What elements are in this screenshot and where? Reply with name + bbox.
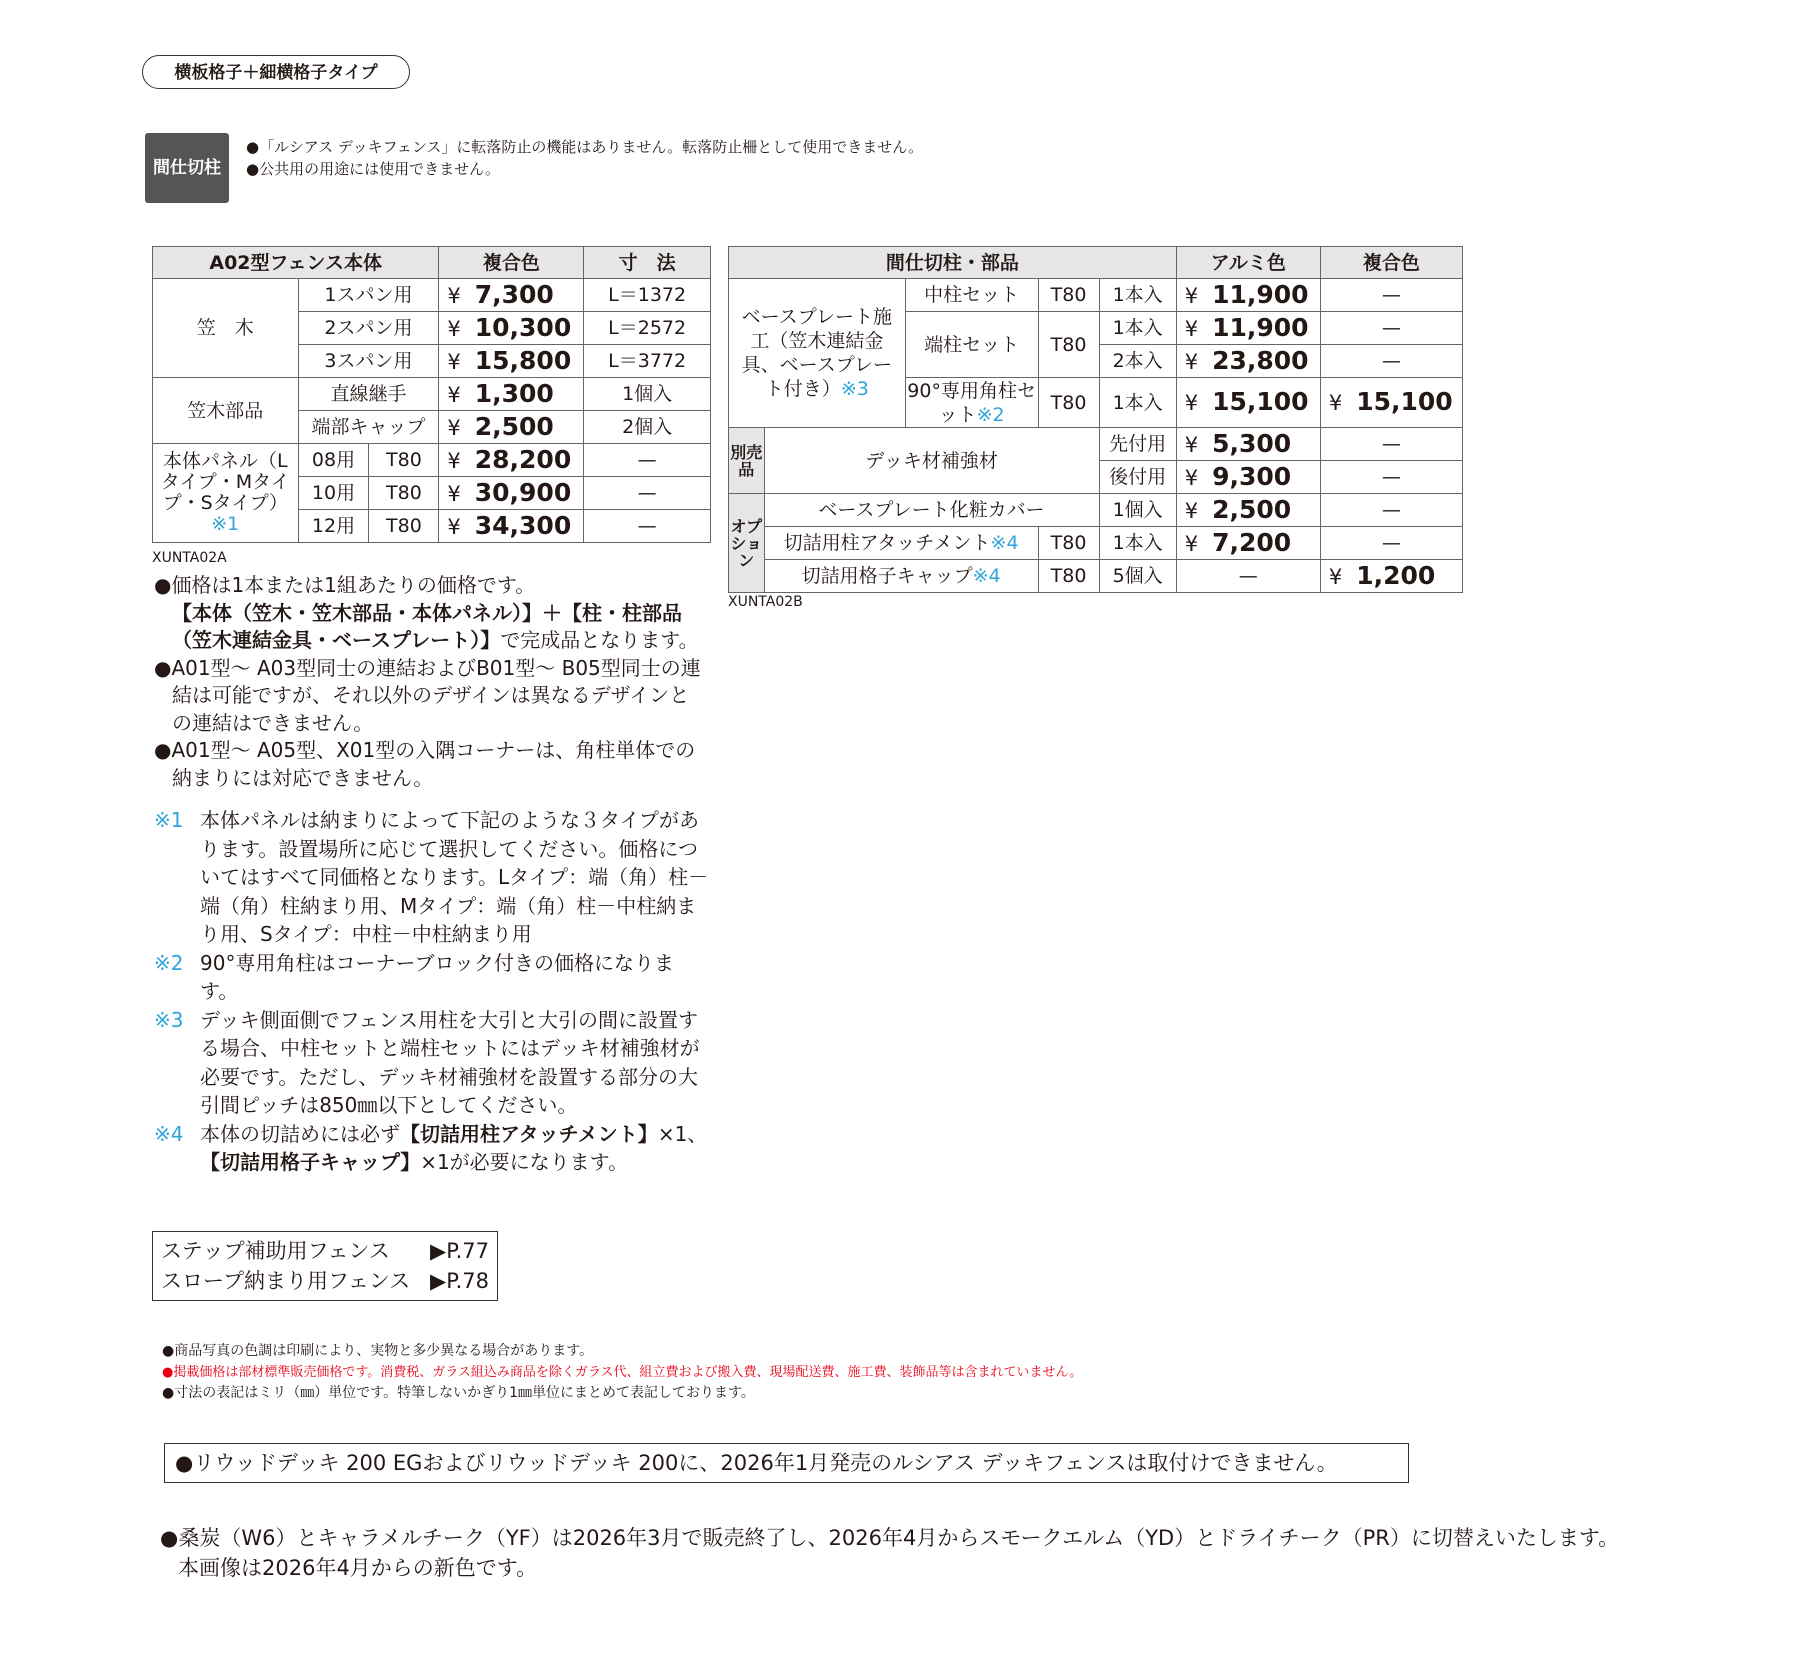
- qty-cell: 2本入: [1099, 345, 1176, 378]
- item-cell: 3スパン用: [298, 345, 439, 378]
- price-cell: ¥ 10,300: [439, 312, 584, 345]
- price-cell: —: [1320, 279, 1462, 312]
- item-cell: デッキ材補強材: [764, 428, 1099, 494]
- code-cell: T80: [1038, 560, 1099, 593]
- item-cell: 切詰用柱アタッチメント※4: [764, 527, 1038, 560]
- page-reference[interactable]: ステップ補助用フェンス ▶P.77: [161, 1239, 489, 1263]
- note: ●A01型～ A05型、X01型の入隅コーナーは、角柱単体での納まりには対応できません。: [154, 738, 696, 790]
- qty-cell: 1本入: [1099, 378, 1176, 428]
- item-cell: 08用: [298, 444, 369, 477]
- code-cell: T80: [1038, 279, 1099, 312]
- post-parts-price-table: [728, 246, 1463, 593]
- price-cell: ¥ 11,900: [1176, 279, 1320, 312]
- type-label: 横板格子＋細横格子タイプ: [142, 55, 410, 89]
- price-cell: —: [1320, 527, 1462, 560]
- item-cell: 10用: [298, 477, 369, 510]
- disclaimer: ●商品写真の色調は印刷により、実物と多少異なる場合があります。: [162, 1343, 594, 1359]
- table-header: アルミ色: [1176, 247, 1320, 279]
- code-cell: T80: [1038, 312, 1099, 378]
- price-cell: —: [1320, 461, 1462, 494]
- row-label: 笠木部品: [153, 378, 299, 444]
- code-cell: T80: [369, 510, 439, 543]
- table-header: 複合色: [439, 247, 584, 279]
- table-header: 間仕切柱・部品: [729, 247, 1177, 279]
- price-cell: ¥ 34,300: [439, 510, 584, 543]
- notes: [154, 572, 709, 792]
- option-label: オプション: [729, 494, 765, 593]
- row-label: 本体パネル（Lタイプ・Mタイプ・Sタイプ）※1: [153, 444, 299, 543]
- row-label: 笠 木: [153, 279, 299, 378]
- qty-cell: 1本入: [1099, 279, 1176, 312]
- item-cell: 中柱セット: [905, 279, 1038, 312]
- item-cell: 直線継手: [298, 378, 439, 411]
- item-cell: 切詰用格子キャップ※4: [764, 560, 1038, 593]
- price-cell: ¥ 11,900: [1176, 312, 1320, 345]
- item-cell: 端柱セット: [905, 312, 1038, 378]
- qty-cell: 5個入: [1099, 560, 1176, 593]
- price-cell: —: [1320, 312, 1462, 345]
- price-cell: ¥ 1,200: [1320, 560, 1462, 593]
- top-notes: [246, 136, 923, 180]
- footnotes: [154, 806, 709, 1177]
- disclaimers: [162, 1341, 1082, 1404]
- price-cell: ¥ 7,200: [1176, 527, 1320, 560]
- note-line: ●桑炭（W6）とキャラメルチーク（YF）は2026年3月で販売終了し、2026年4月からスモークエルム（YD）とドライチーク（PR）に切替えいたします。: [160, 1526, 1620, 1550]
- size-cell: L＝1372: [584, 279, 711, 312]
- table-code: XUNTA02B: [728, 594, 803, 610]
- price-cell: ¥ 15,100: [1176, 378, 1320, 428]
- code-cell: T80: [1038, 527, 1099, 560]
- code-cell: T80: [1038, 378, 1099, 428]
- note: 【本体（笠木・笠木部品・本体パネル）】＋【柱・柱部品（笠木連結金具・ベースプレート）】で完成品となります。: [172, 600, 699, 652]
- item-cell: 端部キャップ: [298, 411, 439, 444]
- price-cell: ¥ 1,300: [439, 378, 584, 411]
- price-cell: ¥ 2,500: [439, 411, 584, 444]
- table-header: A02型フェンス本体: [153, 247, 439, 279]
- table-header: 寸 法: [584, 247, 711, 279]
- size-cell: L＝2572: [584, 312, 711, 345]
- disclaimer-warning: ●掲載価格は部材標準販売価格です。消費税、ガラス組込み商品を除くガラス代、組立費および搬入費、現場配送費、施工費、装飾品等は含まれていません。: [162, 1365, 1083, 1380]
- price-cell: —: [1176, 560, 1320, 593]
- color-change-note: [160, 1523, 1619, 1583]
- footnote: ※4 本体の切詰めには必ず【切詰用柱アタッチメント】×1、【切詰用格子キャップ】×1が必要になります。: [154, 1121, 708, 1174]
- item-cell: 1スパン用: [298, 279, 439, 312]
- item-cell: 90°専用角柱セット※2: [905, 378, 1038, 428]
- separate-label: 別売品: [729, 428, 765, 494]
- size-cell: —: [584, 510, 711, 543]
- note: ●価格は1本または1組あたりの価格です。: [154, 573, 536, 597]
- qty-cell: 後付用: [1099, 461, 1176, 494]
- table-header: 複合色: [1320, 247, 1462, 279]
- item-cell: 2スパン用: [298, 312, 439, 345]
- price-cell: ¥ 15,800: [439, 345, 584, 378]
- price-cell: —: [1320, 428, 1462, 461]
- size-cell: L＝3772: [584, 345, 711, 378]
- page-reference-box: [152, 1231, 498, 1301]
- qty-cell: 1個入: [1099, 494, 1176, 527]
- qty-cell: 1本入: [1099, 527, 1176, 560]
- footnote: ※1 本体パネルは納まりによって下記のような３タイプがあります。設置場所に応じて選択してください。価格についてはすべて同価格となります。Lタイプ：端（角）柱－端（角）柱納まり用、Mタイプ：端（角）柱－中柱納まり用、Sタイプ：中柱－中柱納まり用: [154, 808, 709, 946]
- disclaimer: ●寸法の表記はミリ（㎜）単位です。特筆しないかぎり1㎜単位にまとめて表記しております。: [162, 1385, 755, 1401]
- note-line: 本画像は2026年4月からの新色です。: [178, 1556, 538, 1580]
- qty-cell: 1本入: [1099, 312, 1176, 345]
- item-cell: ベースプレート化粧カバー: [764, 494, 1099, 527]
- fence-body-price-table: [152, 246, 711, 543]
- price-cell: ¥ 5,300: [1176, 428, 1320, 461]
- price-cell: ¥ 23,800: [1176, 345, 1320, 378]
- size-cell: 1個入: [584, 378, 711, 411]
- qty-cell: 先付用: [1099, 428, 1176, 461]
- price-cell: ¥ 9,300: [1176, 461, 1320, 494]
- footnote: ※3 デッキ側面側でフェンス用柱を大引と大引の間に設置する場合、中柱セットと端柱セットにはデッキ材補強材が必要です。ただし、デッキ材補強材を設置する部分の大引間ピッチは850㎜以下としてください。: [154, 1007, 700, 1117]
- item-cell: 12用: [298, 510, 369, 543]
- price-cell: ¥ 7,300: [439, 279, 584, 312]
- page-reference[interactable]: スロープ納まり用フェンス ▶P.78: [161, 1269, 489, 1293]
- notice-box: ●リウッドデッキ 200 EGおよびリウッドデッキ 200に、2026年1月発売のルシアス デッキフェンスは取付けできません。: [164, 1443, 1409, 1483]
- price-cell: ¥ 28,200: [439, 444, 584, 477]
- size-cell: —: [584, 444, 711, 477]
- code-cell: T80: [369, 444, 439, 477]
- top-note: ●「ルシアス デッキフェンス」に転落防止の機能はありません。転落防止柵として使用できません。: [246, 138, 924, 156]
- row-label: ベースプレート施 工（笠木連結金具、ベースプレート付き）※3: [729, 279, 906, 428]
- price-cell: ¥ 15,100: [1320, 378, 1462, 428]
- size-cell: 2個入: [584, 411, 711, 444]
- footnote: ※2 90°専用角柱はコーナーブロック付きの価格になります。: [154, 950, 675, 1003]
- note: ●A01型～ A03型同士の連結およびB01型～ B05型同士の連結は可能ですが、それ以外のデザインは異なるデザインとの連結はできません。: [154, 655, 701, 735]
- code-cell: T80: [369, 477, 439, 510]
- size-cell: —: [584, 477, 711, 510]
- post-badge: 間仕切柱: [145, 133, 229, 203]
- table-code: XUNTA02A: [152, 550, 227, 566]
- top-note: ●公共用の用途には使用できません。: [246, 160, 500, 178]
- price-cell: —: [1320, 494, 1462, 527]
- price-cell: ¥ 2,500: [1176, 494, 1320, 527]
- price-cell: ¥ 30,900: [439, 477, 584, 510]
- price-cell: —: [1320, 345, 1462, 378]
